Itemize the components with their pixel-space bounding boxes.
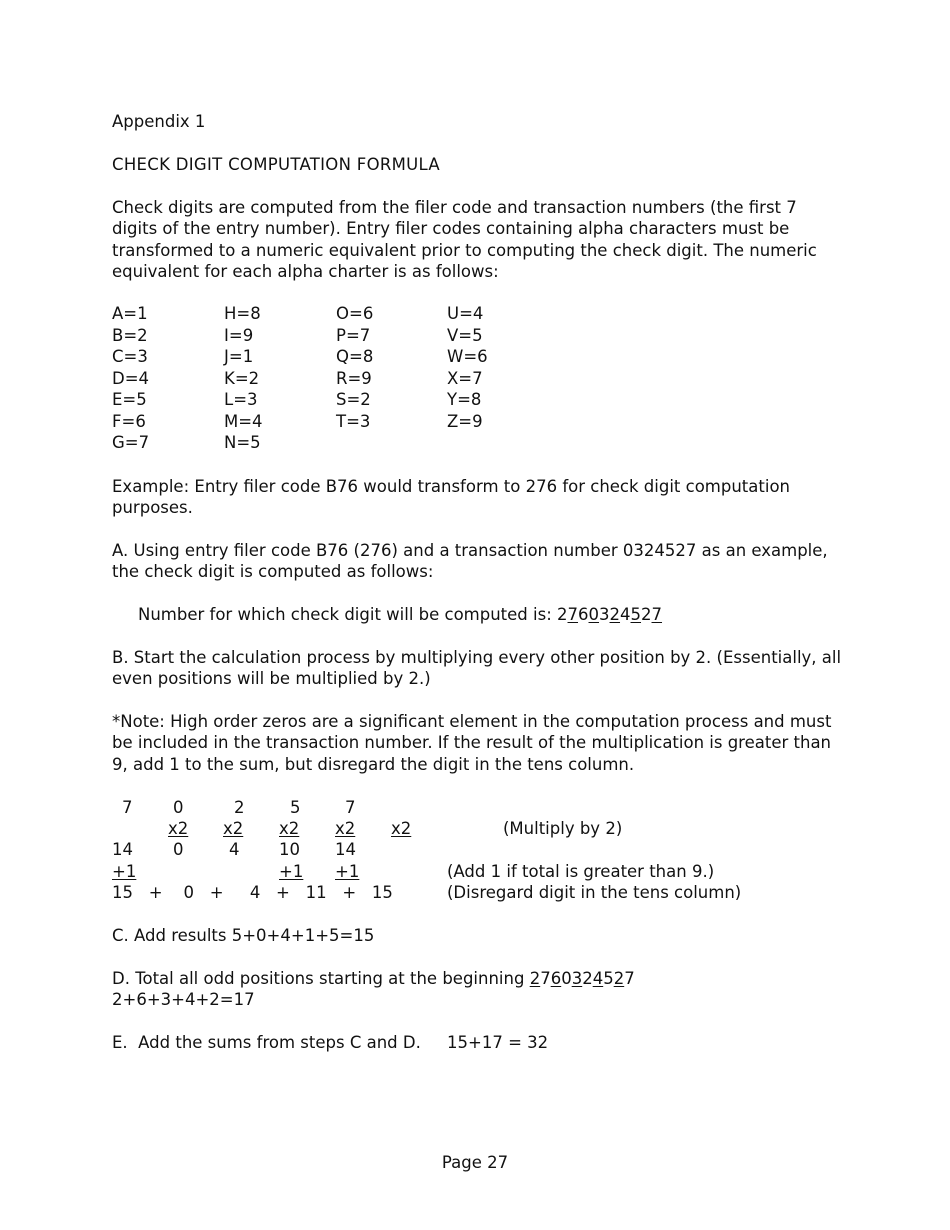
calc-r1-c2: 0: [173, 798, 184, 817]
alpha-column-3: [336, 303, 373, 432]
alpha-column-1: [112, 303, 149, 454]
calc-r2-c5: x2: [391, 819, 412, 838]
number-digits: [557, 605, 662, 624]
alpha-mapping: G=7: [112, 433, 150, 452]
alpha-mapping: A=1: [112, 304, 148, 323]
alpha-mapping: I=9: [224, 325, 254, 345]
step-d-label: D. Total all odd positions starting at the beginning: [112, 969, 530, 988]
alpha-mapping: J=1: [224, 347, 254, 366]
alpha-mapping: B=2: [112, 325, 148, 345]
digit: 3: [599, 605, 610, 624]
calc-r1-c4: 5: [290, 798, 301, 817]
digit: 7: [651, 605, 663, 624]
alpha-mapping: K=2: [224, 368, 260, 388]
digit: 2: [557, 605, 568, 624]
page-number: Page 27: [441, 1153, 509, 1172]
calc-r4-c3: +1: [335, 862, 360, 881]
alpha-mapping: W=6: [447, 347, 488, 366]
step-c-line: C. Add results 5+0+4+1+5=15: [112, 926, 375, 945]
calc-r4-c2: +1: [279, 862, 304, 881]
calc-r2-c2: x2: [223, 819, 244, 838]
alpha-mapping: S=2: [336, 390, 371, 409]
digit: 0: [588, 605, 600, 624]
calc-r3-c3: 4: [229, 840, 240, 859]
digit: 2: [529, 969, 541, 988]
alpha-mapping: M=4: [224, 411, 263, 431]
alpha-mapping: O=6: [336, 304, 374, 323]
calc-r4-note: (Add 1 if total is greater than 9.): [447, 862, 715, 881]
calc-r1-c3: 2: [234, 798, 245, 817]
calc-r4-c1: +1: [112, 862, 137, 881]
digit: 4: [592, 969, 604, 988]
odd-position-digits: [530, 969, 635, 988]
digit: 2: [641, 605, 652, 624]
note-paragraph: *Note: High order zeros are a significant element in the computation process and must be included in the transaction number. If the result of the multiplication is greater than 9, add 1 to the sum, but disregard the digit in the tens column.: [112, 712, 832, 774]
calc-r1-c1: 7: [122, 798, 133, 817]
digit: 7: [540, 969, 551, 988]
step-d-line: [112, 968, 635, 989]
digit: 2: [613, 969, 625, 988]
alpha-mapping: P=7: [336, 325, 371, 345]
step-a-paragraph: A. Using entry filer code B76 (276) and a transaction number 0324527 as an example, the check digit is computed as follows:: [112, 541, 828, 582]
alpha-mapping: L=3: [224, 390, 258, 409]
step-b-paragraph: B. Start the calculation process by multiplying every other position by 2. (Essentially, all even positions will be multiplied by 2.): [112, 648, 842, 689]
digit: 4: [620, 605, 631, 624]
calc-r1-c5: 7: [345, 798, 356, 817]
digit: 5: [603, 969, 614, 988]
calc-r2-note: (Multiply by 2): [503, 819, 623, 838]
alpha-mapping: H=8: [224, 304, 261, 323]
alpha-mapping: N=5: [224, 433, 261, 452]
example-paragraph: Example: Entry filer code B76 would transform to 276 for check digit computation purposes.: [112, 477, 790, 518]
calc-r2-c4: x2: [335, 819, 356, 838]
number-label: Number for which check digit will be computed is:: [138, 605, 558, 624]
alpha-mapping: U=4: [447, 304, 484, 323]
step-e-line: E. Add the sums from steps C and D. 15+17 = 32: [112, 1033, 549, 1052]
digit: 7: [624, 969, 635, 988]
number-line: [138, 604, 662, 625]
alpha-mapping: E=5: [112, 390, 147, 409]
calc-r5-sum: 15 + 0 + 4 + 11 + 15: [112, 883, 393, 902]
digit: 0: [561, 969, 572, 988]
digit: 2: [609, 605, 621, 624]
calc-r3-c1: 14: [112, 840, 133, 859]
alpha-mapping: V=5: [447, 325, 483, 345]
digit: 3: [571, 969, 583, 988]
digit: 5: [630, 605, 642, 624]
alpha-column-2: [224, 303, 263, 454]
intro-paragraph: Check digits are computed from the filer code and transaction numbers (the first 7 digits of the entry number). Entry filer codes containing alpha characters must be transformed to a numeric equivalent prior to computing the check digit. The numeric equivalent for each alpha charter is as follows:: [112, 198, 817, 282]
appendix-label: Appendix 1: [112, 112, 206, 131]
digit: 6: [550, 969, 562, 988]
alpha-mapping: Z=9: [447, 411, 483, 431]
calc-r3-c2: 0: [173, 840, 184, 859]
page-title: CHECK DIGIT COMPUTATION FORMULA: [112, 155, 440, 174]
step-d-sum: 2+6+3+4+2=17: [112, 990, 255, 1009]
digit: 2: [582, 969, 593, 988]
alpha-mapping: T=3: [336, 411, 371, 431]
alpha-column-4: [447, 303, 488, 432]
calc-r3-c5: 14: [335, 840, 356, 859]
digit: 7: [567, 605, 579, 624]
alpha-mapping: Q=8: [336, 347, 374, 366]
calc-r5-note: (Disregard digit in the tens column): [447, 883, 742, 902]
digit: 6: [578, 605, 589, 624]
calc-r3-c4: 10: [279, 840, 300, 859]
calc-r2-c3: x2: [279, 819, 300, 838]
alpha-mapping: X=7: [447, 368, 483, 388]
alpha-mapping: D=4: [112, 368, 150, 388]
calc-r2-c1: x2: [168, 819, 189, 838]
alpha-mapping: C=3: [112, 347, 148, 366]
alpha-mapping: Y=8: [447, 390, 482, 409]
alpha-mapping: R=9: [336, 368, 372, 388]
alpha-mapping: F=6: [112, 411, 146, 431]
